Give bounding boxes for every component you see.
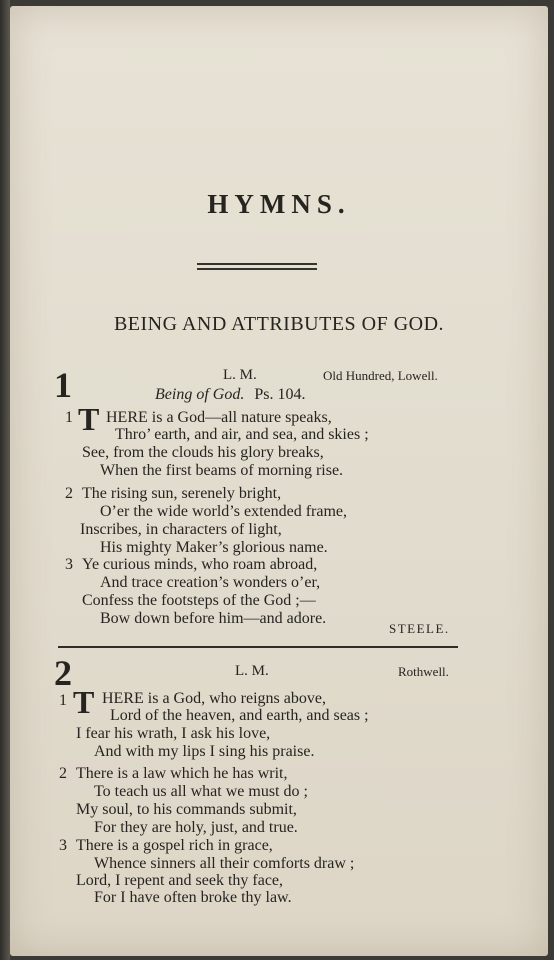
book-page — [10, 6, 548, 956]
hymn-1-meter: L. M. — [223, 367, 257, 383]
hymn-2-line-8: For they are holy, just, and true. — [94, 819, 298, 836]
hymn-2-line-7: My soul, to his commands submit, — [76, 801, 297, 818]
hymn-2-line-6: To teach us all what we must do ; — [94, 783, 308, 800]
hymn-divider-rule — [58, 646, 458, 648]
hymn-1-dropcap: T — [78, 401, 100, 437]
hymn-2-stanza-2-number: 2 — [59, 765, 67, 782]
hymn-1-psalm-ref: Ps. 104. — [254, 386, 306, 403]
hymn-2-tune: Rothwell. — [398, 664, 449, 679]
book-spine-edge — [0, 0, 10, 960]
hymn-1-subject — [155, 386, 305, 404]
hymn-2-line-3: I fear his wrath, I ask his love, — [76, 725, 271, 742]
hymn-1-stanza-3-number: 3 — [65, 556, 73, 573]
hymn-1-stanza-2-number: 2 — [65, 485, 73, 502]
hymn-1-line-4: When the first beams of morning rise. — [100, 462, 344, 479]
hymn-2-line-5: There is a law which he has writ, — [76, 765, 288, 782]
hymn-1-subject-title: Being of God. — [155, 386, 245, 403]
hymn-1-line-6: O’er the wide world’s extended frame, — [100, 503, 348, 520]
hymn-1-line-8: His mighty Maker’s glorious name. — [100, 539, 328, 556]
hymn-2-meter: L. M. — [235, 663, 269, 679]
hymn-2-stanza-3-number: 3 — [59, 837, 67, 854]
hymn-2-line-4: And with my lips I sing his praise. — [94, 743, 315, 760]
hymn-1-line-3: See, from the clouds his glory breaks, — [82, 444, 324, 461]
hymn-2-line-2: Lord of the heaven, and earth, and seas ; — [110, 707, 369, 724]
hymn-1-author: STEELE. — [389, 621, 450, 636]
hymn-1-line-12: Bow down before him—and adore. — [100, 610, 327, 627]
hymn-2-line-10: Whence sinners all their comforts draw ; — [94, 855, 355, 872]
hymn-2-dropcap: T — [73, 684, 95, 720]
hymn-1-line-1: HERE is a God—all nature speaks, — [106, 409, 332, 426]
hymn-2-line-1: HERE is a God, who reigns above, — [102, 690, 326, 707]
title-ornament-rule-bottom — [197, 268, 317, 270]
title-ornament-rule-top — [197, 263, 317, 265]
hymn-2-number: 2 — [54, 653, 72, 693]
hymn-1-tune: Old Hundred, Lowell. — [323, 368, 438, 383]
hymn-1-line-9: Ye curious minds, who roam abroad, — [82, 556, 318, 573]
hymn-1-line-11: Confess the footsteps of the God ;— — [82, 592, 316, 609]
hymn-1-number: 1 — [54, 365, 72, 405]
hymn-2-line-9: There is a gospel rich in grace, — [76, 837, 273, 854]
section-heading: BEING AND ATTRIBUTES OF GOD. — [113, 313, 445, 335]
hymn-2-stanza-1-number: 1 — [59, 692, 67, 709]
hymn-2-line-12: For I have often broke thy law. — [94, 889, 292, 906]
hymn-1-line-7: Inscribes, in characters of light, — [80, 521, 282, 538]
page-title: HYMNS. — [207, 189, 351, 219]
hymn-1-line-5: The rising sun, serenely bright, — [82, 485, 282, 502]
hymn-2-line-11: Lord, I repent and seek thy face, — [76, 872, 284, 889]
hymn-1-stanza-1-number: 1 — [65, 409, 73, 426]
hymn-1-line-10: And trace creation’s wonders o’er, — [100, 574, 321, 591]
hymn-1-line-2: Thro’ earth, and air, and sea, and skies ; — [115, 426, 369, 443]
